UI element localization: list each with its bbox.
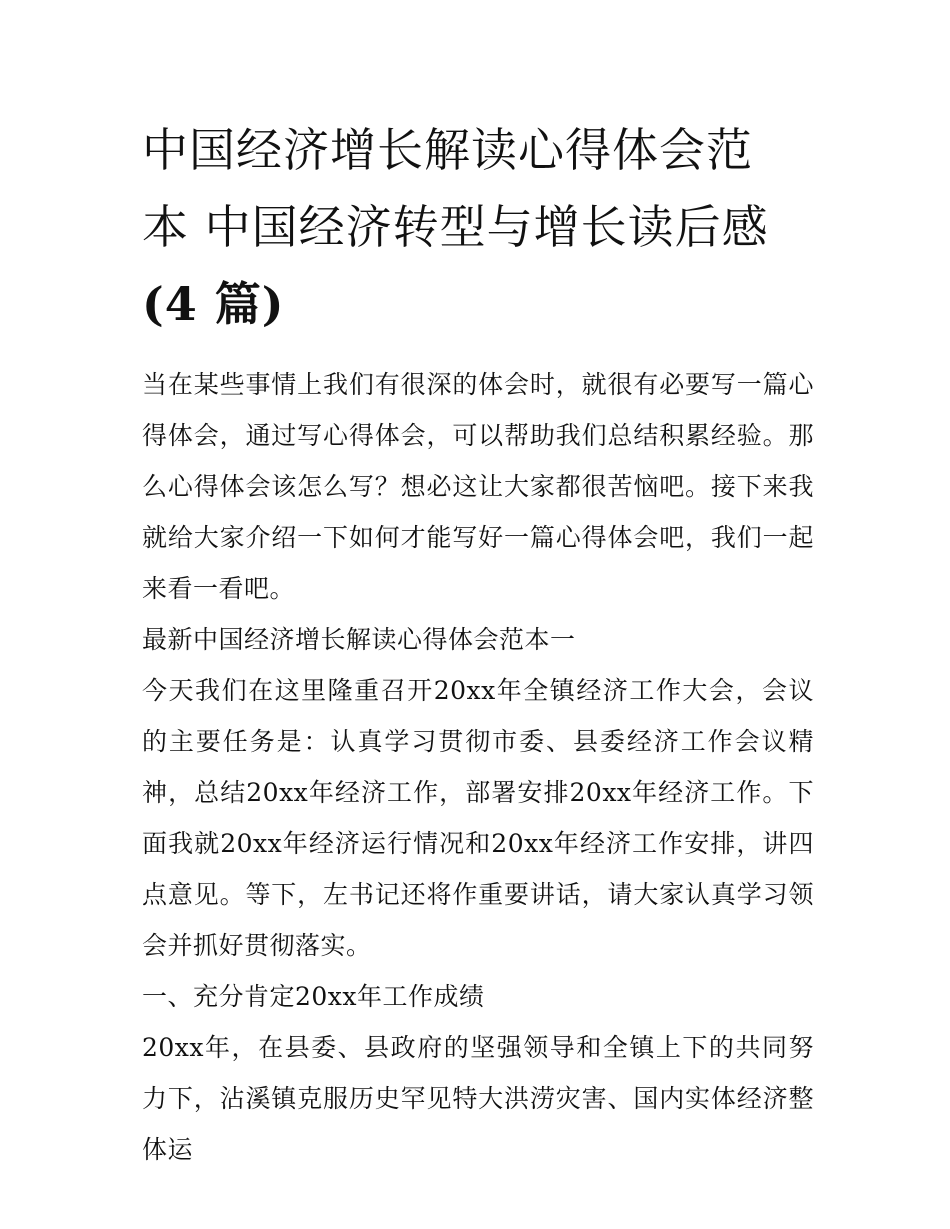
document-title (142, 112, 814, 343)
title-line-2: 本 中国经济转型与增长读后感 (142, 200, 769, 254)
speech-opening-paragraph: 今天我们在这里隆重召开20xx年全镇经济工作大会，会议的主要任务是：认真学习贯彻市委、县委经济工作会议精神，总结20xx年经济工作，部署安排20xx年经济工作。下面我就20xx年经济运行情况和20xx年经济工作安排，讲四点意见。等下，左书记还将作重要讲话，请大家认真学习领会并抓好贯彻落实。 (142, 676, 814, 960)
achievements-paragraph: 20xx年，在县委、县政府的坚强领导和全镇上下的共同努力下，沾溪镇克服历史罕见特大洪涝灾害、国内实体经济整体运 (142, 1033, 814, 1164)
document-content (142, 112, 814, 1175)
document-body (142, 359, 814, 1175)
title-line-1: 中国经济增长解读心得体会范 (142, 123, 753, 177)
section-heading-achievements: 一、充分肯定20xx年工作成绩 (142, 982, 485, 1011)
title-line-3: (4 篇) (142, 277, 285, 331)
intro-paragraph: 当在某些事情上我们有很深的体会时，就很有必要写一篇心得体会，通过写心得体会，可以帮助我们总结积累经验。那么心得体会该怎么写？想必这让大家都很苦恼吧。接下来我就给大家介绍一下如何才能写好一篇心得体会吧，我们一起来看一看吧。 (142, 370, 814, 603)
section-heading-sample-one: 最新中国经济增长解读心得体会范本一 (142, 625, 576, 654)
